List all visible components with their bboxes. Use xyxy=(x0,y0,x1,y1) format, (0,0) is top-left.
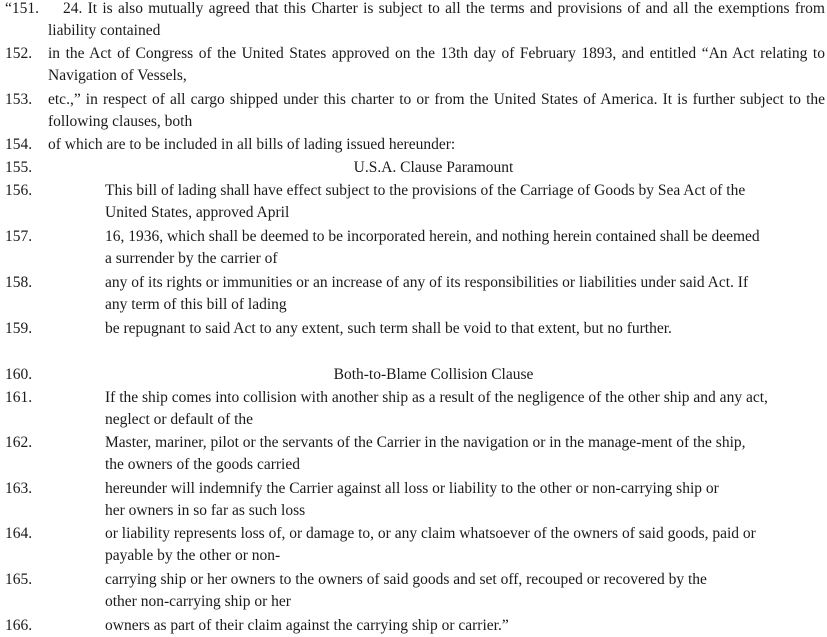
line-number: 160. xyxy=(5,366,33,383)
line-number: 154. xyxy=(5,136,33,153)
line-text: of which are to be included in all bills of lading issued hereunder: xyxy=(48,136,456,153)
clause-heading: U.S.A. Clause Paramount xyxy=(353,159,514,176)
line-number: “151. xyxy=(5,0,40,17)
line-number: 166. xyxy=(5,617,33,634)
line-text: Master, mariner, pilot or the servants of the Carrier in the navigation or in the manage-ment of the ship, the owners of the goods carried xyxy=(105,434,746,473)
line-number: 153. xyxy=(5,91,33,108)
line-text: If the ship comes into collision with another ship as a result of the negligence of the other ship and any act, neglect or default of the xyxy=(105,389,768,428)
line-number: 163. xyxy=(5,480,33,497)
line-text: be repugnant to said Act to any extent, such term shall be void to that extent, but no further. xyxy=(105,320,672,337)
line-text: 16, 1936, which shall be deemed to be incorporated herein, and nothing herein contained shall be deemed a surrender by the carrier of xyxy=(105,228,760,267)
line-text: hereunder will indemnify the Carrier against all loss or liability to the other or non-carrying ship or her owners in so far as such loss xyxy=(105,480,719,519)
line-number: 152. xyxy=(5,45,33,62)
line-text: in the Act of Congress of the United States approved on the 13th day of February 1893, and entitled “An Act relating to Navigation of Vessels, xyxy=(48,45,825,84)
line-number: 155. xyxy=(5,159,33,176)
line-number: 156. xyxy=(5,182,33,199)
line-text: or liability represents loss of, or damage to, or any claim whatsoever of the owners of said goods, paid or payable by the other or non- xyxy=(105,525,756,564)
line-number: 162. xyxy=(5,434,33,451)
line-text: This bill of lading shall have effect subject to the provisions of the Carriage of Goods by Sea Act of the United States, approved April xyxy=(105,182,746,221)
line-text: 24. It is also mutually agreed that this Charter is subject to all the terms and provisions of and all the exemptions from liability contained xyxy=(48,0,825,39)
line-number: 165. xyxy=(5,571,33,588)
line-text: any of its rights or immunities or an increase of any of its responsibilities or liabilities under said Act. If any term of this bill of lading xyxy=(105,274,749,313)
line-text: carrying ship or her owners to the owners of said goods and set off, recouped or recovered by the other non-carrying ship or her xyxy=(105,571,707,610)
line-number: 164. xyxy=(5,525,33,542)
line-text: owners as part of their claim against the carrying ship or carrier.” xyxy=(105,617,509,634)
line-number: 159. xyxy=(5,320,33,337)
line-text: etc.,” in respect of all cargo shipped under this charter to or from the United States of America. It is further subject to the following clauses, both xyxy=(48,91,825,130)
line-number: 161. xyxy=(5,389,33,406)
clause-heading: Both-to-Blame Collision Clause xyxy=(333,366,534,383)
line-number: 158. xyxy=(5,274,33,291)
line-number: 157. xyxy=(5,228,33,245)
